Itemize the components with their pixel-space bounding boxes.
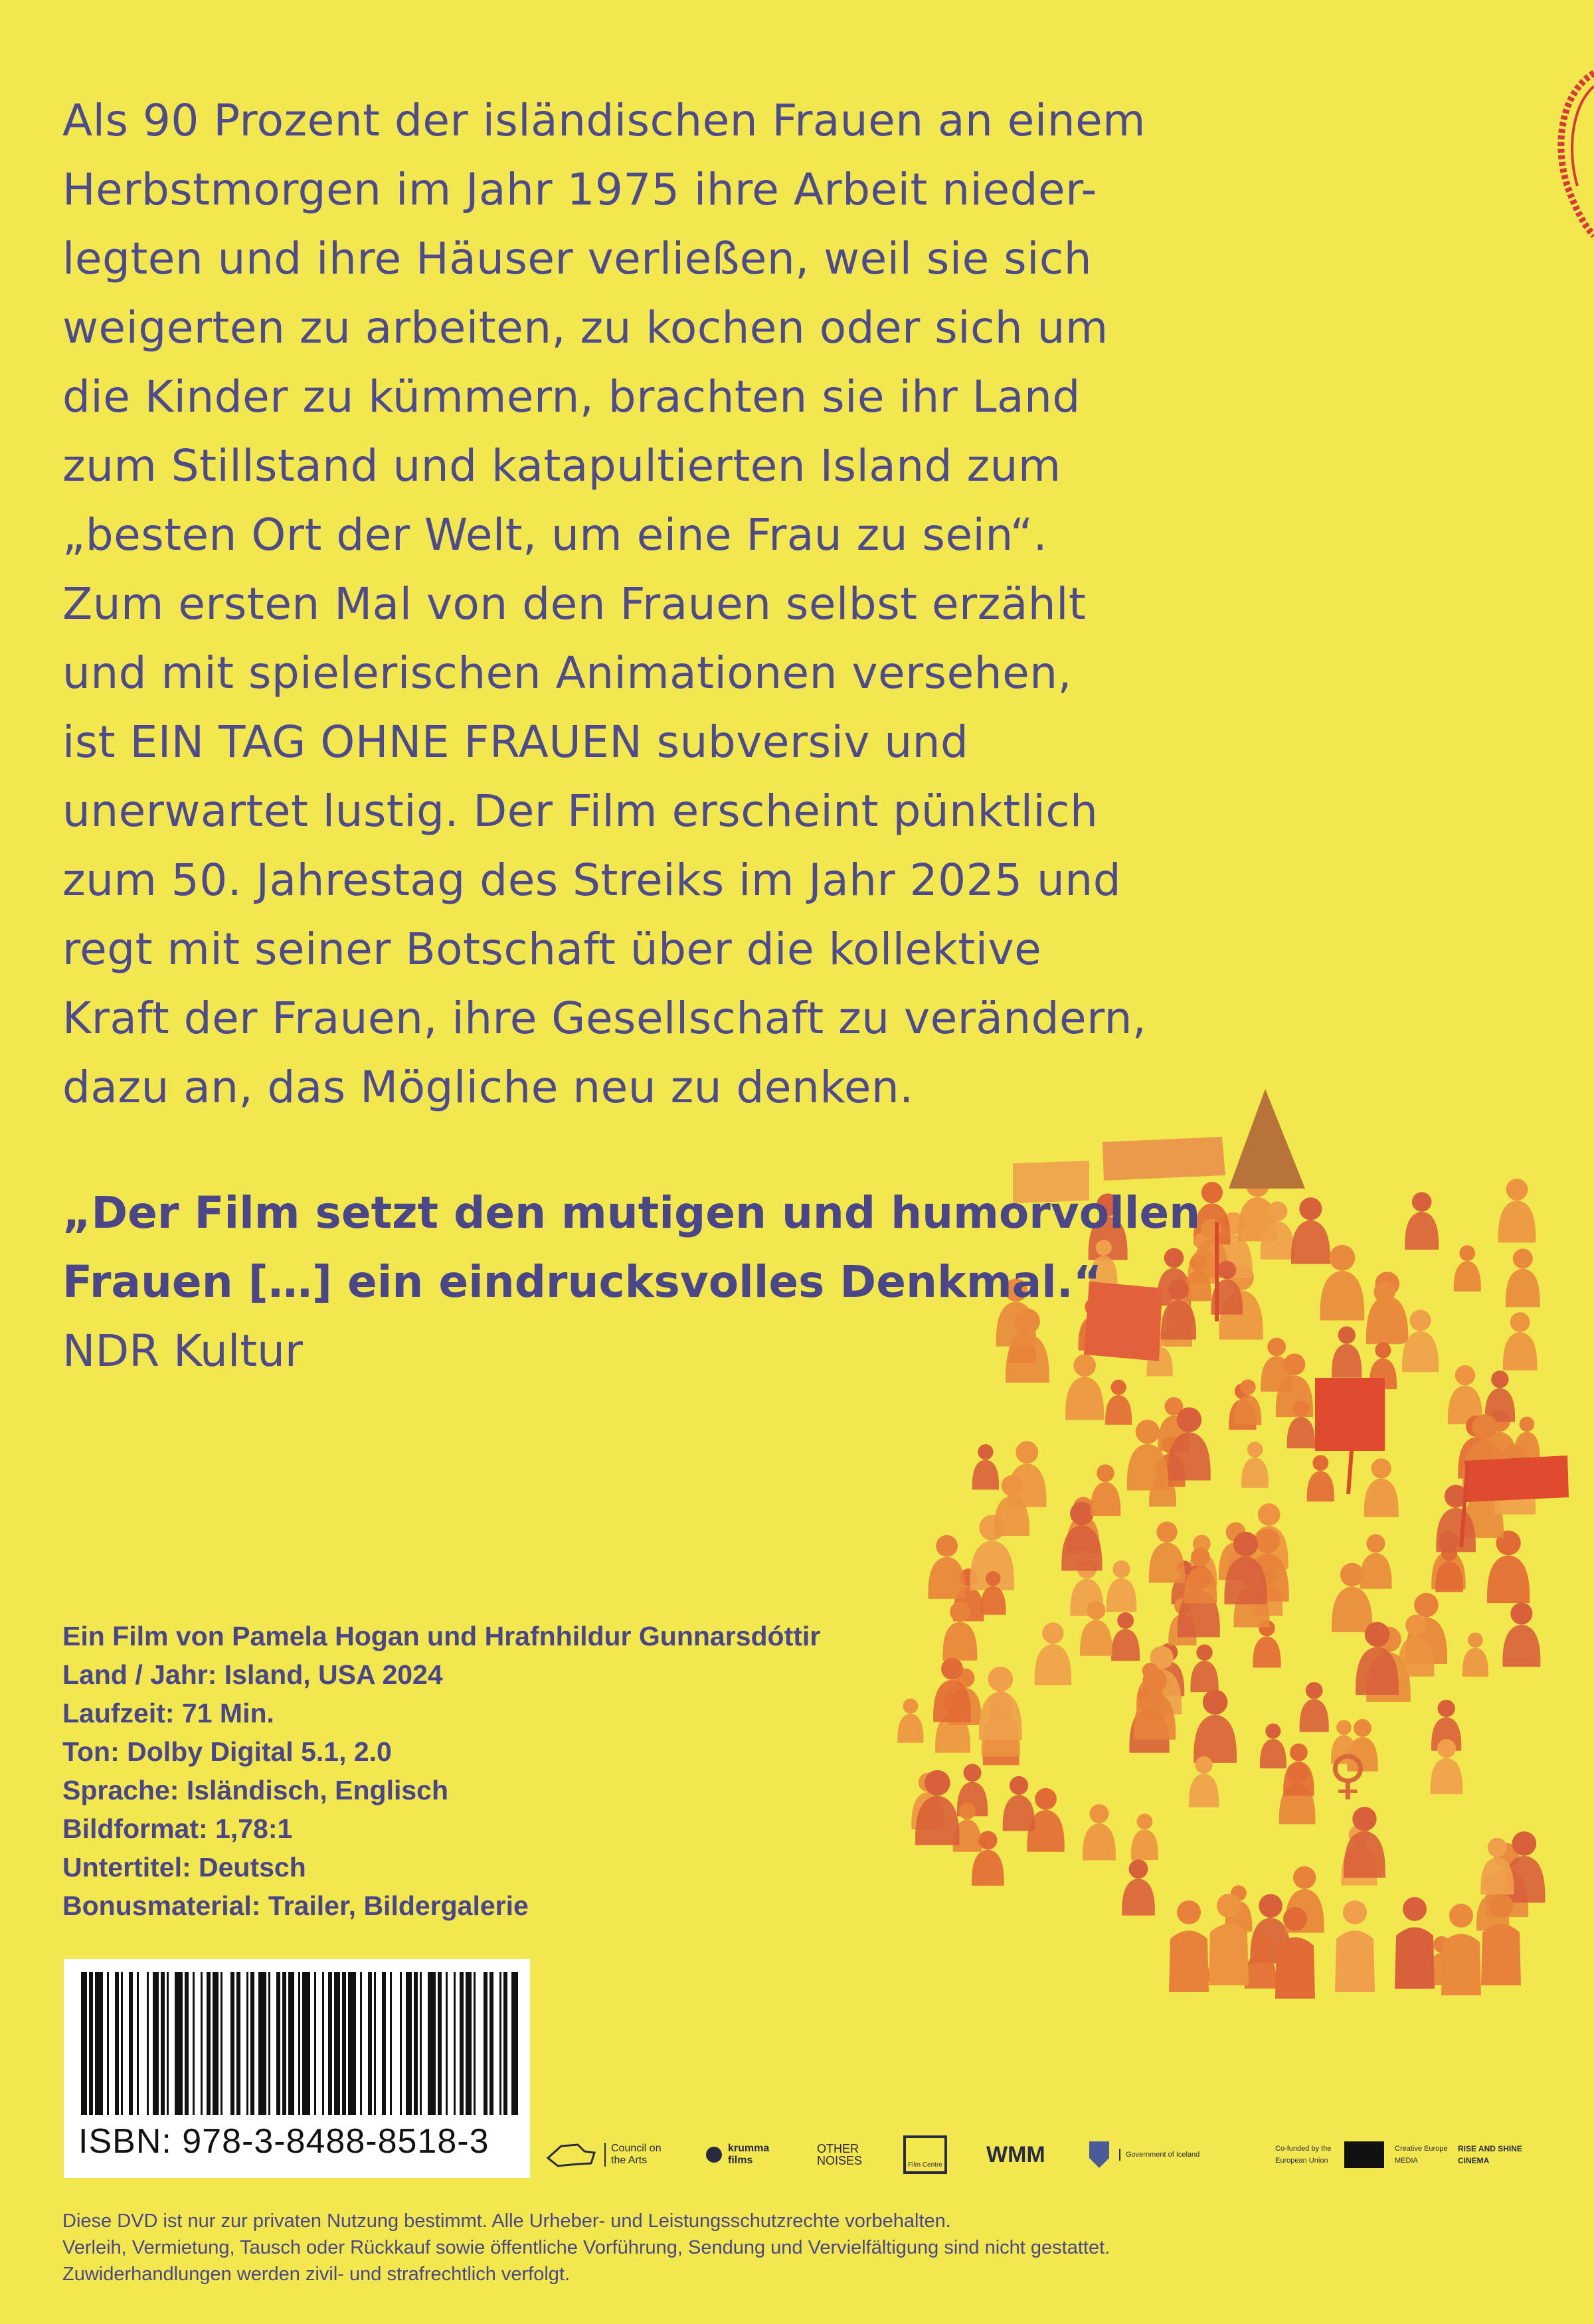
red-seal-fragment [1548,66,1594,239]
barcode-bar [137,1972,139,2115]
barcode-bar [153,1972,159,2115]
barcode-bar [438,1972,442,2115]
synopsis-line: Zum ersten Mal von den Frauen selbst erzählt [62,578,1087,629]
protest-flag [1103,1137,1225,1181]
film-credits [62,1617,820,1925]
barcode-label [64,1959,530,2178]
barcode-bar [107,1972,109,2115]
crowd-figure [1503,1312,1538,1370]
wmm-logo: WMM [986,2141,1045,2167]
barcode-bar [302,1972,310,2115]
barcode-bar [328,1972,332,2115]
barcode-bar [175,1972,183,2115]
crowd-figure [1241,1442,1269,1487]
synopsis-text [62,86,1324,1122]
synopsis-line: zum Stillstand und katapultierten Island zum [62,440,1061,491]
new-york-state-icon [545,2138,598,2171]
synopsis-line: und mit spielerischen Animationen versehen, [62,647,1073,699]
synopsis-line: die Kinder zu kümmern, brachten sie ihr Land [62,371,1081,422]
crowd-figure [1435,1545,1463,1592]
barcode-bar [374,1972,376,2115]
crowd-figure [1105,1380,1132,1425]
barcode-bar [466,1972,472,2115]
other-noises-logo: OTHER NOISES [817,2142,863,2167]
protest-flag [1464,1455,1569,1502]
quote-source: NDR Kultur [62,1325,304,1376]
barcode-bar [322,1972,324,2115]
credit-directors: Ein Film von Pamela Hogan und Hrafnhildur Gunnarsdóttir [62,1621,821,1651]
credit-format: Bildformat: 1,78:1 [62,1813,293,1844]
credit-subtitles: Untertitel: Deutsch [62,1852,306,1882]
crowd-figure [1190,1644,1218,1692]
crowd-figure [1111,1612,1140,1661]
crowd-figure [1260,1724,1286,1769]
barcode-bar [460,1972,464,2115]
crowd-figure [1194,1690,1237,1763]
crowd-figure [1366,1282,1403,1345]
crowd-figure [1283,1744,1314,1796]
crowd-figure [1514,1417,1540,1461]
bird-icon [704,2145,724,2165]
crowd-figure [1506,1248,1540,1307]
barcode-bar [213,1972,219,2115]
ny-state-council-logo: Council on the Arts [545,2125,671,2185]
crowd-figure [1035,1623,1072,1685]
barcode-bar [81,1972,87,2115]
crowd-figure [1462,1633,1488,1677]
crowd-figure [1107,1560,1137,1612]
barcode-icon [76,1972,518,2118]
crowd-figure [897,1699,923,1742]
crowd-figure [1169,1900,1209,1992]
barcode-bar [230,1972,234,2115]
credit-country-year: Land / Jahr: Island, USA 2024 [62,1659,443,1690]
crowd-figure [1122,1859,1155,1915]
synopsis-line: dazu an, das Mögliche neu zu denken. [62,1062,914,1113]
barcode-bar [503,1972,507,2115]
crowd-figure [1307,1455,1334,1501]
barcode-bar [250,1972,254,2115]
synopsis-line: regt mit seiner Botschaft über die kollektive [62,924,1042,975]
crowd-figure [1498,1179,1536,1242]
venus-symbol: ♀ [1328,1744,1368,1805]
barcode-bar [288,1972,294,2115]
crowd-figure [1300,1682,1329,1732]
press-quote [62,1179,1200,1317]
legal-line: Verleih, Vermietung, Tausch oder Rückkauf sowie öffentliche Vorführung, Sendung und Vervielfältigung sind nicht gestattet. [62,2237,1110,2258]
crowd-figure [1405,1192,1439,1250]
barcode-bar [115,1972,119,2115]
barcode-bar [236,1972,240,2115]
credit-language: Sprache: Isländisch, Englisch [62,1775,449,1805]
barcode-bar [454,1972,456,2115]
barcode-bar [268,1972,270,2115]
quote-line: „Der Film setzt den mutigen und humorvollen [62,1187,1201,1238]
barcode-bar [258,1972,266,2115]
barcode-bar [207,1972,211,2115]
barcode-bar [221,1972,222,2115]
crowd-figure [1487,1531,1530,1603]
barcode-bar [511,1972,518,2115]
barcode-bar [414,1972,418,2115]
barcode-bar [161,1972,165,2115]
crowd-figure [1402,1310,1439,1372]
rise-and-shine-logo: RISE AND SHINE CINEMA [1458,2144,1522,2165]
synopsis-line: Als 90 Prozent der isländischen Frauen an einem [62,95,1146,146]
barcode-bar [282,1972,286,2115]
barcode-bar [89,1972,93,2115]
barcode-bar [342,1972,346,2115]
crowd-figure [928,1535,966,1599]
barcode-bar [167,1972,169,2115]
government-of-iceland-logo: Government of Iceland [1086,2125,1205,2185]
barcode-bar [147,1972,149,2115]
barcode-bar [129,1972,133,2115]
partner-logos [545,2125,1554,2185]
credit-runtime: Laufzeit: 71 Min. [62,1698,274,1728]
barcode-bar [121,1972,123,2115]
synopsis-line: Kraft der Frauen, ihre Gesellschaft zu verändern, [62,993,1147,1044]
crowd-figure [933,1658,971,1722]
barcode-bar [193,1972,195,2115]
crowd-figure [979,1667,1022,1740]
barcode-bar [499,1972,501,2115]
credit-bonus: Bonusmaterial: Trailer, Bildergalerie [62,1890,529,1921]
barcode-bar [390,1972,392,2115]
crowd-figure [1091,1464,1121,1516]
barcode-bar [314,1972,316,2115]
barcode-bar [382,1972,386,2115]
crowd-figure [1364,1458,1399,1517]
krumma-films-logo: krumma films [704,2125,781,2185]
barcode-bar [334,1972,340,2115]
crowd-figure [1485,1370,1516,1422]
coat-of-arms-icon [1086,2138,1112,2171]
barcode-bar [420,1972,422,2115]
barcode-bar [185,1972,189,2115]
creative-europe-logo: Creative Europe MEDIA [1395,2145,1448,2165]
protest-sign [1315,1378,1385,1451]
barcode-bar [368,1972,372,2115]
crowd-figure [1360,1535,1391,1589]
barcode-bar [400,1972,402,2115]
crowd-figure [1441,1904,1481,1995]
eu-flag-icon [1344,2141,1384,2168]
crowd-figure [1065,1355,1104,1420]
legal-line: Diese DVD ist nur zur privaten Nutzung bestimmt. Alle Urheber- und Leistungsschutzrechte vorbehalten. [62,2210,951,2232]
barcode-bar [246,1972,248,2115]
barcode-bar [489,1972,493,2115]
crowd-figure [1291,1197,1330,1264]
barcode-bar [446,1972,448,2115]
synopsis-line: ist EIN TAG OHNE FRAUEN subversiv und [62,716,969,768]
barcode-bar [406,1972,412,2115]
synopsis-line: zum 50. Jahrestag des Streiks im Jahr 2025 und [62,855,1122,906]
barcode-bar [348,1972,356,2115]
crowd-figure [1332,1327,1362,1378]
synopsis-line: unerwartet lustig. Der Film erscheint pünktlich [62,786,1099,837]
crowd-figure [1131,1813,1158,1860]
crowd-figure [1008,1441,1047,1507]
crowd-figure [1149,1521,1185,1582]
crowd-figure [1395,1897,1435,1989]
crowd-figure [972,1444,999,1490]
barcode-bar [360,1972,362,2115]
crowd-figure [1344,1807,1385,1878]
barcode-bar [276,1972,280,2115]
crowd-figure [1502,1603,1540,1667]
synopsis-line: weigerten zu arbeiten, zu kochen oder sich um [62,302,1108,353]
barcode-bar [298,1972,300,2115]
synopsis-line: „besten Ort der Welt, um eine Frau zu sein“. [62,509,1048,560]
synopsis-line: Herbstmorgen im Jahr 1975 ihre Arbeit nieder- [62,164,1097,215]
quote-line: Frauen […] ein eindrucksvolles Denkmal.“ [62,1256,1103,1307]
barcode-bar [95,1972,103,2115]
credit-sound: Ton: Dolby Digital 5.1, 2.0 [62,1736,392,1767]
synopsis-line: legten und ihre Häuser verließen, weil sie sich [62,233,1093,284]
crowd-figure [1189,1756,1219,1807]
barcode-bar [428,1972,436,2115]
crowd-figure [1448,1365,1482,1424]
icelandic-film-centre-logo: Film Centre [903,2125,947,2185]
isbn-number: ISBN: 978-3-8488-8518-3 [78,2122,489,2161]
barcode-bar [484,1972,487,2115]
legal-line: Zuwiderhandlungen werden zivil- und strafrechtlich verfolgt. [62,2264,571,2285]
crowd-figure [1083,1804,1116,1861]
barcode-bar [474,1972,476,2115]
crowd-figure [1335,1900,1375,1992]
crowd-figure [1184,1548,1217,1604]
barcode-bar [201,1972,203,2115]
eu-cofunded-logo: Co-funded by the European Union [1275,2125,1384,2185]
legal-notice [62,2208,1110,2287]
crowd-figure [1003,1776,1035,1831]
crowd-figure [1454,1245,1481,1291]
